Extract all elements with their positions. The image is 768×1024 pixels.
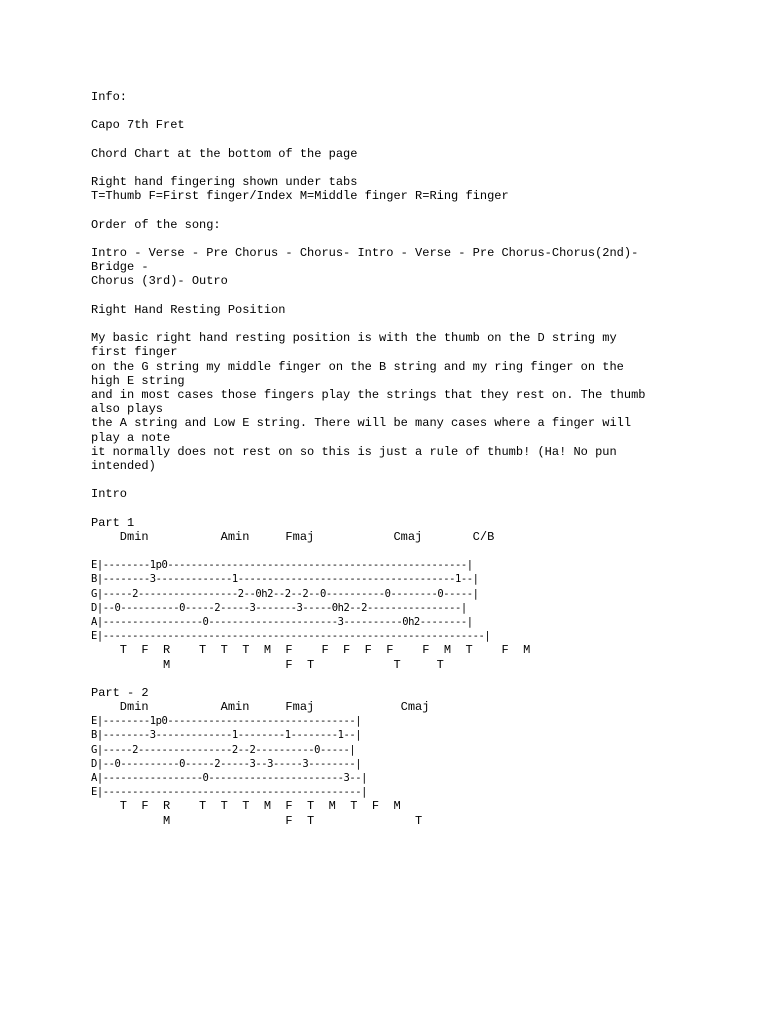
tab-document: [91, 90, 751, 828]
part2-tab-string-b: B|--------3-------------1--------1--------1--|: [91, 729, 362, 742]
resting-text-line: play a note: [91, 430, 171, 445]
resting-text-line: and in most cases those fingers play the strings that they rest on. The thumb: [91, 387, 646, 402]
fingering-legend: T=Thumb F=First finger/Index M=Middle finger R=Ring finger: [91, 189, 509, 204]
part2-fingering-row: M F T T: [91, 813, 423, 828]
spacer: [91, 289, 751, 303]
part2-tab-string-g: G|-----2----------------2--2----------0-----|: [91, 743, 356, 756]
spacer: [91, 544, 751, 558]
part1-fingering-row: M F T T T: [91, 657, 444, 672]
intro-heading: Intro: [91, 487, 128, 502]
resting-text-line: first finger: [91, 345, 178, 360]
resting-text-line: the A string and Low E string. There will be many cases where a finger will: [91, 416, 632, 431]
part1-tab-string-b: B|--------3-------------1-------------------------------------1--|: [91, 573, 479, 586]
spacer: [91, 104, 751, 118]
part2-tab-string-a: A|-----------------0-----------------------3--|: [91, 772, 367, 784]
spacer: [91, 161, 751, 175]
part1-fingering-row: T F R T T T M F F F F F F M T F M: [91, 643, 531, 658]
part2-chord-names: Dmin Amin Fmaj Cmaj: [91, 700, 430, 715]
spacer: [91, 501, 751, 515]
capo-line: Capo 7th Fret: [91, 118, 185, 133]
part1-tab-string-a: A|-----------------0----------------------3----------0h2--------|: [91, 615, 473, 628]
resting-text-line: My basic right hand resting position is with the thumb on the D string my: [91, 331, 617, 346]
part1-chord-names: Dmin Amin Fmaj Cmaj C/B: [91, 529, 495, 544]
part1-tab-string-g: G|-----2-----------------2--0h2--2--2--0----------0--------0-----|: [91, 587, 479, 600]
resting-text-line: also plays: [91, 402, 164, 417]
chord-chart-note: Chord Chart at the bottom of the page: [91, 146, 358, 161]
spacer: [91, 317, 751, 331]
part1-tab-string-d: D|--0----------0-----2-----3-------3-----0h2--2----------------|: [91, 601, 467, 614]
order-line: Chorus (3rd)- Outro: [91, 274, 228, 289]
spacer: [91, 473, 751, 487]
spacer: [91, 204, 751, 218]
part2-tab-string-high-e: E|--------1p0--------------------------------|: [91, 715, 362, 728]
part1-label: Part 1: [91, 515, 135, 530]
resting-text-line: it normally does not rest on so this is just a rule of thumb! (Ha! No pun: [91, 444, 617, 459]
order-line: Intro - Verse - Pre Chorus - Chorus- Intro - Verse - Pre Chorus-Chorus(2nd)-: [91, 246, 639, 261]
part2-tab-string-low-e: E|--------------------------------------------|: [91, 786, 367, 799]
order-heading: Order of the song:: [91, 217, 221, 232]
spacer: [91, 232, 751, 246]
part2-tab-string-d: D|--0----------0-----2-----3--3-----3--------|: [91, 757, 362, 770]
resting-heading: Right Hand Resting Position: [91, 302, 286, 317]
order-line: Bridge -: [91, 260, 149, 275]
resting-text-line: on the G string my middle finger on the B string and my ring finger on the: [91, 359, 624, 374]
resting-text-line: intended): [91, 458, 156, 473]
spacer: [91, 133, 751, 147]
fingering-note: Right hand fingering shown under tabs: [91, 175, 358, 190]
part1-tab-string-high-e: E|--------1p0---------------------------------------------------|: [91, 559, 473, 572]
part2-fingering-row: T F R T T T M F T M T F M: [91, 799, 401, 814]
part1-tab-string-low-e: E|-----------------------------------------------------------------|: [91, 630, 491, 643]
info-heading: Info:: [91, 90, 128, 104]
spacer: [91, 672, 751, 686]
part2-label: Part - 2: [91, 685, 149, 700]
resting-text-line: high E string: [91, 373, 185, 388]
